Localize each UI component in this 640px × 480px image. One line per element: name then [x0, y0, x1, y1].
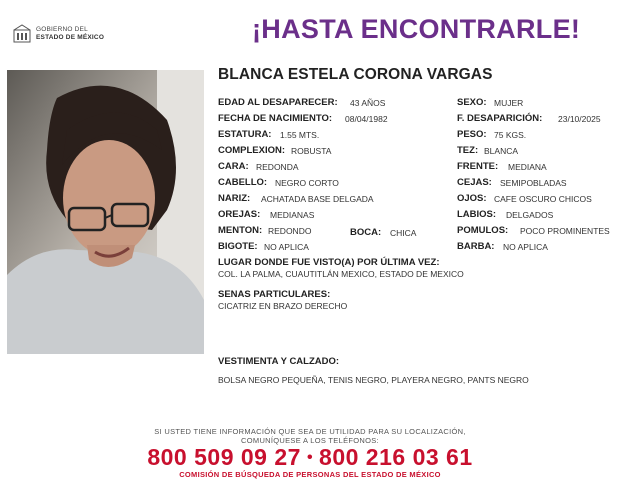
government-logo [12, 24, 124, 46]
field-cabello [218, 177, 339, 189]
field-label: SEXO: [457, 97, 487, 108]
field-tez [457, 145, 519, 157]
field-label: CABELLO: [218, 177, 268, 188]
field-label: PESO: [457, 129, 487, 140]
field-label: OJOS: [457, 193, 487, 204]
field-value: NEGRO CORTO [275, 178, 339, 188]
field-value: MUJER [494, 98, 524, 108]
field-label: TEZ: [457, 145, 479, 156]
footer-note-line-1: SI USTED TIENE INFORMACIÓN QUE SEA DE UTILIDAD PARA SU LOCALIZACIÓN, [154, 427, 466, 436]
field-label: BIGOTE: [218, 241, 258, 252]
field-frente [457, 161, 547, 173]
field-label: COMPLEXION: [218, 145, 286, 156]
field-value: POCO PROMINENTES [520, 226, 610, 236]
gov-line-2: ESTADO DE MÉXICO [36, 34, 105, 41]
field-value: DELGADOS [506, 210, 554, 220]
field-value: REDONDA [256, 162, 299, 172]
marks-label: SENAS PARTICULARES: [218, 289, 331, 300]
missing-person-photo [7, 70, 204, 354]
field-value: SEMIPOBLADAS [500, 178, 567, 188]
field-value: CHICA [390, 228, 417, 238]
field-label: BARBA: [457, 241, 495, 252]
field-value: REDONDO [268, 226, 312, 236]
clothing-value: BOLSA NEGRO PEQUEÑA, TENIS NEGRO, PLAYERA NEGRO, PANTS NEGRO [218, 375, 529, 385]
field-label: CEJAS: [457, 177, 492, 188]
field-ojos [457, 193, 592, 205]
field-menton [218, 225, 312, 237]
field-complexion [218, 145, 332, 157]
phone-separator: • [306, 449, 314, 466]
field-value: 08/04/1982 [345, 114, 388, 124]
person-name: BLANCA ESTELA CORONA VARGAS [218, 66, 493, 83]
field-sexo [457, 97, 524, 109]
field-cara [218, 161, 299, 173]
field-label: FECHA DE NACIMIENTO: [218, 113, 332, 124]
clothing-label: VESTIMENTA Y CALZADO: [218, 356, 340, 367]
field-nacimiento [218, 113, 388, 125]
field-label: EDAD AL DESAPARECER: [218, 97, 338, 108]
government-name [36, 26, 104, 42]
commission-name: COMISIÓN DE BÚSQUEDA DE PERSONAS DEL ESTADO DE MÉXICO [179, 470, 441, 479]
field-value: CAFE OSCURO CHICOS [494, 194, 592, 204]
state-emblem-icon [12, 24, 32, 44]
field-label: NARIZ: [218, 193, 251, 204]
field-label: FRENTE: [457, 161, 499, 172]
field-nariz [218, 193, 374, 205]
field-value: ACHATADA BASE DELGADA [261, 194, 374, 204]
phone-number-1[interactable]: 800 509 09 27 [147, 444, 301, 470]
marks-value: CICATRIZ EN BRAZO DERECHO [218, 301, 348, 311]
field-value: 43 AÑOS [350, 98, 386, 108]
field-label: MENTON: [218, 225, 263, 236]
field-label: F. DESAPARICIÓN: [457, 113, 543, 124]
field-edad [218, 97, 386, 109]
field-peso [457, 129, 527, 141]
field-label: POMULOS: [457, 225, 509, 236]
field-value: 1.55 MTS. [280, 130, 320, 140]
field-value: MEDIANA [508, 162, 547, 172]
phone-number-2[interactable]: 800 216 03 61 [319, 444, 473, 470]
portrait-illustration [7, 70, 204, 354]
field-label: OREJAS: [218, 209, 261, 220]
field-label: ESTATURA: [218, 129, 272, 140]
field-labios [457, 209, 554, 221]
field-pomulos [457, 225, 610, 237]
field-value: ROBUSTA [291, 146, 332, 156]
location-value: COL. LA PALMA, CUAUTITLÁN MEXICO, ESTADO DE MEXICO [218, 269, 464, 279]
location-label: LUGAR DONDE FUE VISTO(A) POR ÚLTIMA VEZ: [218, 257, 440, 268]
field-orejas [218, 209, 315, 221]
field-value: NO APLICA [503, 242, 548, 252]
field-value: MEDIANAS [270, 210, 315, 220]
field-label: LABIOS: [457, 209, 497, 220]
field-bigote [218, 241, 309, 253]
field-boca [350, 227, 417, 239]
headline: ¡HASTA ENCONTRARLE! [252, 14, 581, 44]
phone-numbers [0, 444, 620, 471]
field-barba [457, 241, 548, 253]
field-value: NO APLICA [264, 242, 309, 252]
field-desaparicion [457, 113, 601, 125]
field-value: BLANCA [484, 146, 519, 156]
field-estatura [218, 129, 320, 141]
field-cejas [457, 177, 567, 189]
field-label: BOCA: [350, 227, 382, 238]
gov-line-1: GOBIERNO DEL [36, 26, 88, 33]
footer-note-line-2: COMUNÍQUESE A LOS TELÉFONOS: [241, 436, 379, 445]
field-value: 75 KGS. [494, 130, 527, 140]
field-value: 23/10/2025 [558, 114, 601, 124]
field-label: CARA: [218, 161, 249, 172]
